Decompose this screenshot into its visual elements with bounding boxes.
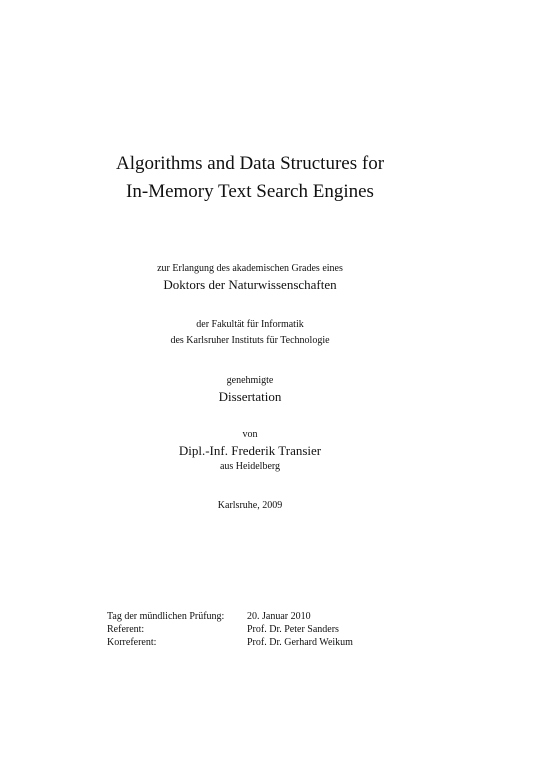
faculty-line-2: des Karlsruher Instituts für Technologie	[170, 335, 330, 346]
degree-name: Doktors der Naturwissenschaften	[163, 277, 337, 292]
approval-text: genehmigte	[226, 375, 274, 386]
place-date-block	[0, 499, 500, 513]
faculty-line-1: der Fakultät für Informatik	[196, 319, 304, 330]
degree-block	[0, 262, 500, 294]
document-type: Dissertation	[218, 389, 282, 404]
examination-details	[107, 610, 353, 649]
details-row	[107, 623, 353, 636]
details-label: Korreferent:	[107, 637, 157, 648]
author-block	[0, 428, 500, 474]
author-von: von	[242, 429, 258, 440]
approval-block	[0, 374, 500, 406]
thesis-title-line-2: In-Memory Text Search Engines	[126, 181, 374, 202]
author-origin: aus Heidelberg	[219, 461, 281, 472]
details-row	[107, 610, 353, 623]
details-row	[107, 636, 353, 649]
faculty-block	[0, 317, 500, 349]
degree-intro: zur Erlangung des akademischen Grades eines	[157, 263, 343, 274]
details-value: Prof. Dr. Peter Sanders	[247, 624, 339, 635]
details-value: Prof. Dr. Gerhard Weikum	[247, 637, 353, 648]
details-label: Referent:	[107, 624, 145, 635]
thesis-title	[0, 150, 500, 206]
thesis-title-line-1: Algorithms and Data Structures for	[115, 153, 385, 174]
details-label: Tag der mündlichen Prüfung:	[107, 611, 225, 622]
details-value: 20. Januar 2010	[247, 611, 311, 622]
place-date: Karlsruhe, 2009	[217, 500, 283, 511]
author-name: Dipl.-Inf. Frederik Transier	[178, 443, 322, 458]
